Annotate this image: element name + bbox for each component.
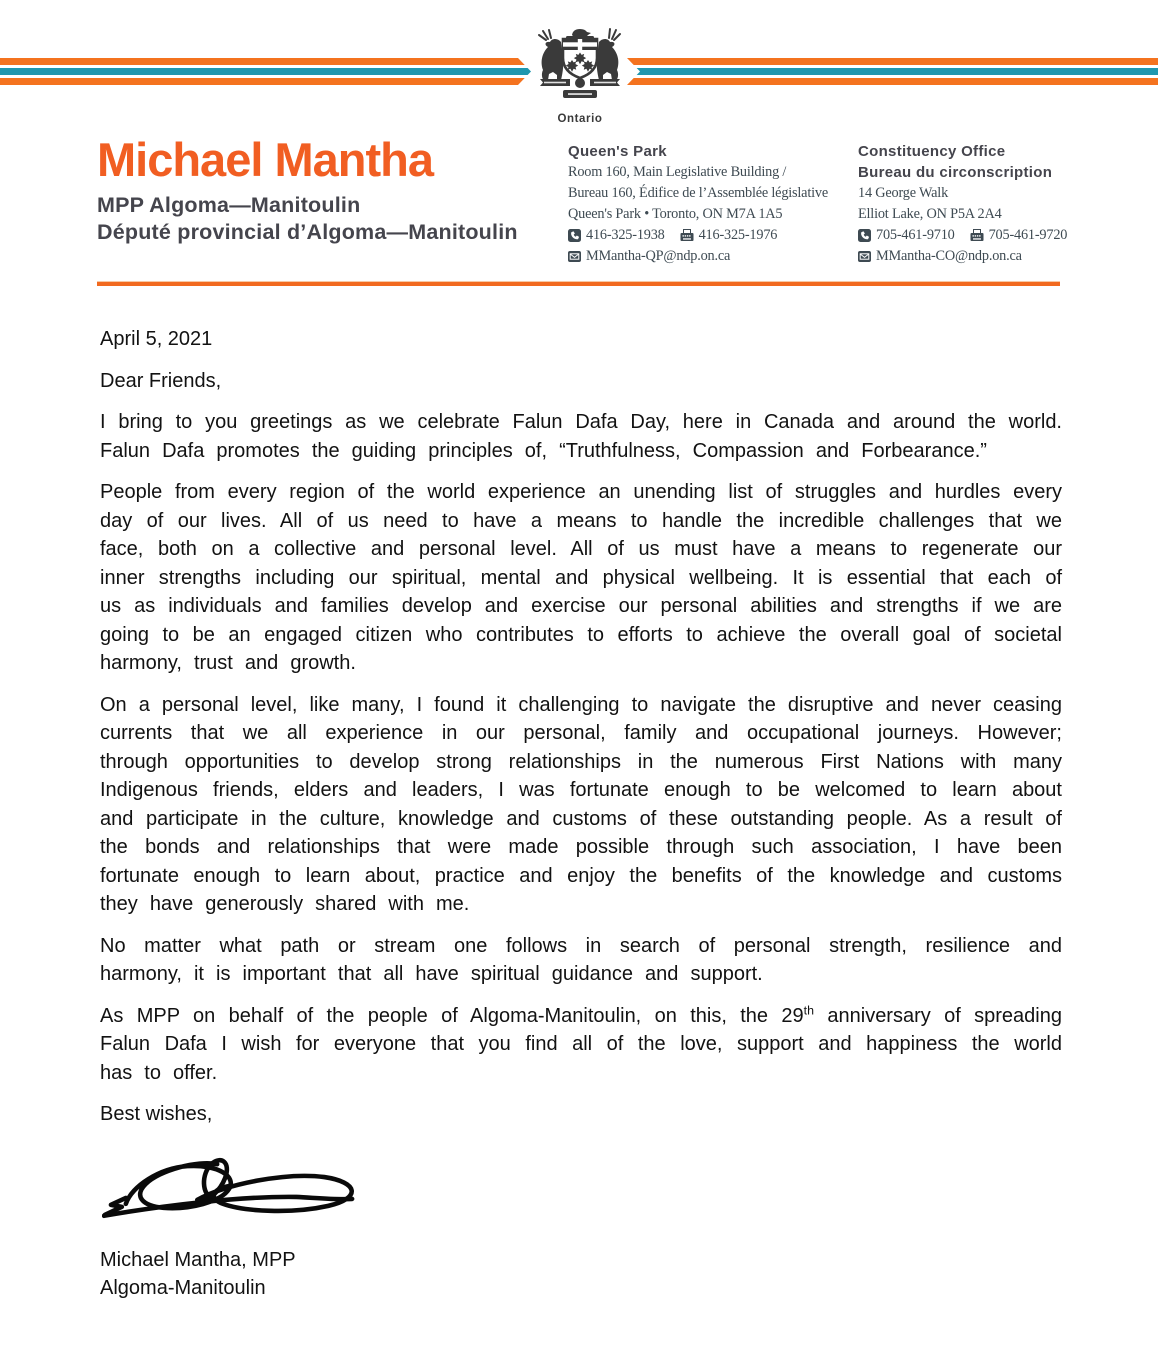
ontario-crest	[535, 26, 625, 125]
salutation: Dear Friends,	[100, 369, 222, 392]
paragraph-text: anniversary of spreading Falun Dafa I wish for everyone that you find all of the love, support and happiness the world has to offer.	[100, 1004, 1062, 1084]
address-line: 14 George Walk	[858, 185, 949, 201]
phone-icon	[568, 229, 581, 242]
divider-rule	[97, 281, 1060, 286]
office-heading: Queen's Park	[568, 143, 667, 160]
phone-number: 705-461-9710	[876, 227, 955, 243]
address-line: Room 160, Main Legislative Building /	[568, 164, 787, 180]
email-address: MMantha-CO@ndp.on.ca	[876, 248, 1022, 264]
header-stripes-left	[0, 58, 531, 85]
office-heading: Constituency Office	[858, 143, 1006, 160]
mpp-title-fr: Député provincial d’Algoma—Manitoulin	[97, 220, 518, 244]
letter-body	[100, 325, 1062, 1303]
crest-caption: Ontario	[557, 113, 603, 125]
mpp-name: Michael Mantha	[97, 133, 433, 186]
phone-number: 416-325-1938	[586, 227, 665, 243]
office-queens-park	[568, 141, 828, 267]
paragraph-text: As MPP on behalf of the people of Algoma-Manitoulin, on this, the 29	[100, 1004, 804, 1027]
stripe-orange-bottom	[0, 78, 531, 85]
phone-fax-line	[568, 225, 828, 246]
mpp-title-en: MPP Algoma—Manitoulin	[97, 193, 361, 217]
email-address: MMantha-QP@ndp.on.ca	[586, 248, 731, 264]
paragraph-1: I bring to you greetings as we celebrate Falun Dafa Day, here in Canada and around the world. Falun Dafa promotes the guiding principles of, “Truthfulness, Compassion and Forbearance.”	[100, 411, 1062, 462]
stripe-orange-bottom	[627, 78, 1158, 85]
phone-fax-line	[858, 225, 1067, 246]
office-constituency	[858, 141, 1067, 267]
fax-number: 705-461-9720	[988, 227, 1068, 243]
phone-icon	[858, 229, 871, 242]
email-line	[568, 246, 828, 267]
fax-number: 416-325-1976	[698, 227, 778, 243]
signature-image	[102, 1142, 370, 1232]
fax-icon	[970, 229, 984, 242]
paragraph-4: No matter what path or stream one follows in search of personal strength, resilience and harmony, it is important that all have spiritual guidance and support.	[100, 934, 1062, 985]
email-icon	[858, 251, 871, 262]
stripe-orange-top	[627, 58, 1158, 65]
stripe-teal-middle	[0, 68, 531, 75]
closing: Best wishes,	[100, 1103, 213, 1125]
stripe-orange-top	[0, 58, 531, 65]
fax-icon	[680, 229, 694, 242]
header-stripes-right	[627, 58, 1158, 85]
ordinal-superscript: th	[803, 1002, 815, 1017]
email-icon	[568, 251, 581, 262]
office-heading-fr: Bureau du circonscription	[858, 164, 1053, 181]
email-line	[858, 246, 1067, 267]
letterhead-identity	[97, 133, 518, 246]
address-line: Bureau 160, Édifice de l’Assemblée législative	[568, 185, 828, 201]
address-line: Queen's Park • Toronto, ON M7A 1A5	[568, 206, 783, 222]
signer-name: Michael Mantha, MPP	[100, 1248, 296, 1271]
address-line: Elliot Lake, ON P5A 2A4	[858, 206, 1002, 222]
paragraph-anniversary	[100, 1002, 1062, 1088]
ontario-coat-of-arms-icon	[535, 26, 625, 106]
stripe-teal-middle	[627, 68, 1158, 75]
paragraph-3: On a personal level, like many, I found it challenging to navigate the disruptive and never ceasing currents that we all experience in our personal, family and occupational journeys. However; through opportunities to develop strong relationships in the numerous First Nations with many Indigenous friends, elders and leaders, I was fortunate enough to be welcomed to learn about and participate in the culture, knowledge and customs of these outstanding people. As a result of the bonds and relationships that were made possible through such association, I have been fortunate enough to learn about, practice and enjoy the benefits of the knowledge and customs they have generously shared with me.	[100, 693, 1062, 915]
letter-date: April 5, 2021	[100, 328, 213, 350]
signer-riding: Algoma-Manitoulin	[100, 1277, 266, 1299]
paragraph-2: People from every region of the world experience an unending list of struggles and hurdles every day of our lives. All of us need to have a means to handle the incredible challenges that we face, both on a collective and personal level. All of us must have a means to regenerate our inner strengths including our spiritual, mental and physical wellbeing. It is essential that each of us as individuals and families develop and exercise our personal abilities and strengths if we are going to be an engaged citizen who contributes to efforts to achieve the overall goal of societal harmony, trust and growth.	[100, 481, 1062, 674]
